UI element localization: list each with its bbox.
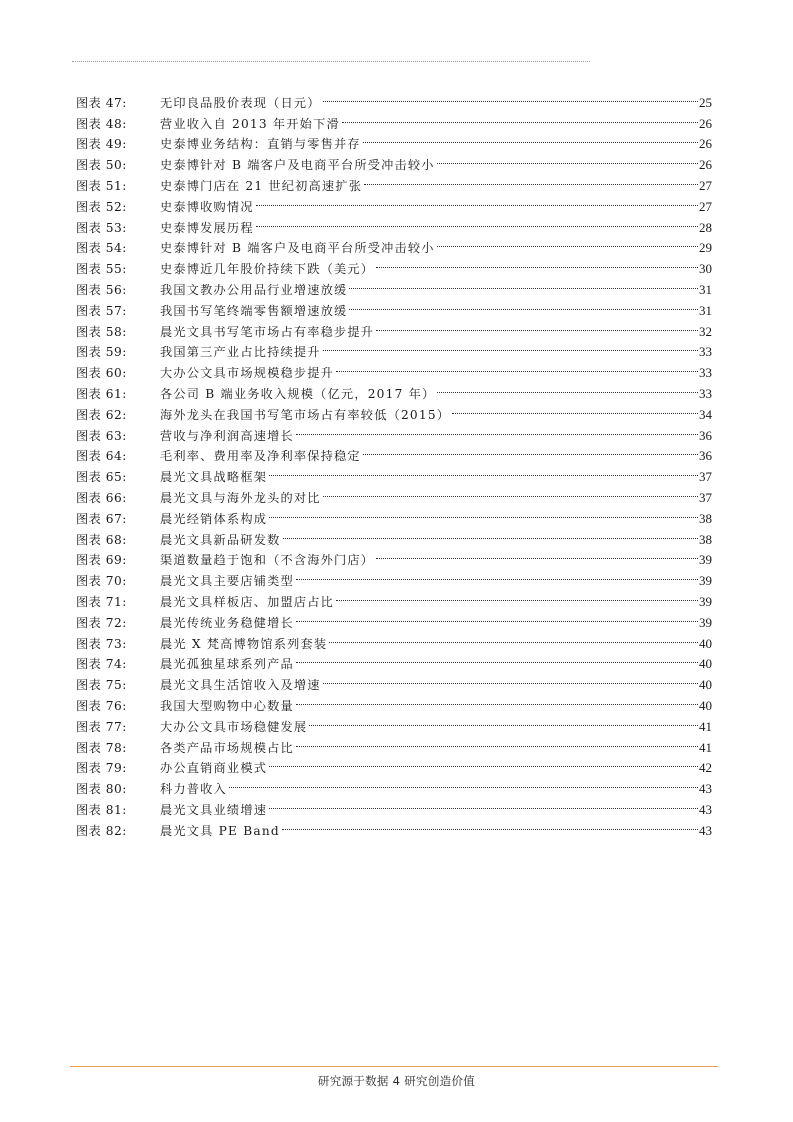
figure-title[interactable]: 毛利率、费用率及净利率保持稳定 — [160, 449, 361, 464]
figure-title[interactable]: 晨光文具战略框架 — [160, 470, 268, 485]
figure-title[interactable]: 晨光文具生活馆收入及增速 — [160, 678, 321, 693]
figure-title[interactable]: 晨光文具样板店、加盟店占比 — [160, 594, 335, 609]
figure-label: 图表 79: — [76, 761, 127, 776]
figure-title[interactable]: 史泰博业务结构：直销与零售并存 — [160, 137, 361, 152]
page-number[interactable]: 40 — [699, 697, 712, 713]
figure-title[interactable]: 史泰博门店在 21 世纪初高速扩张 — [160, 178, 363, 193]
dot-leader — [229, 772, 698, 793]
figure-label: 图表 68: — [76, 532, 127, 547]
figure-title[interactable]: 办公直销商业模式 — [160, 761, 268, 776]
figure-label: 图表 69: — [76, 553, 127, 568]
page-number[interactable]: 39 — [699, 573, 712, 589]
figure-title[interactable]: 我国第三产业占比持续提升 — [160, 345, 321, 360]
dot-leader — [437, 232, 698, 253]
dot-leader — [342, 107, 698, 128]
figure-label: 图表 73: — [76, 636, 127, 651]
page-number[interactable]: 31 — [699, 302, 712, 318]
figure-label: 图表 74: — [76, 657, 127, 672]
figure-title[interactable]: 晨光文具书写笔市场占有率稳步提升 — [160, 324, 375, 339]
dot-leader — [349, 273, 698, 294]
figure-title[interactable]: 史泰博针对 B 端客户及电商平台所受冲击较小 — [160, 241, 435, 256]
figure-label: 图表 80: — [76, 782, 127, 797]
figure-label: 图表 70: — [76, 574, 127, 589]
figure-label: 图表 53: — [76, 220, 127, 235]
figure-title[interactable]: 我国书写笔终端零售额增速放缓 — [160, 303, 348, 318]
figure-label: 图表 51: — [76, 178, 127, 193]
page-number[interactable]: 41 — [699, 739, 712, 755]
figure-label: 图表 55: — [76, 262, 127, 277]
figure-title[interactable]: 营业收入自 2013 年开始下滑 — [160, 116, 340, 131]
page-number[interactable]: 27 — [699, 198, 712, 214]
figure-label: 图表 54: — [76, 241, 127, 256]
page-number[interactable]: 36 — [699, 427, 712, 443]
page-number[interactable]: 37 — [699, 489, 712, 505]
page-number[interactable]: 38 — [699, 510, 712, 526]
page-number[interactable]: 39 — [699, 552, 712, 568]
dot-leader — [269, 460, 698, 481]
figure-title[interactable]: 史泰博近几年股价持续下跌（美元） — [160, 262, 375, 277]
page-number[interactable]: 26 — [699, 115, 712, 131]
figure-label: 图表 82: — [76, 823, 127, 838]
figure-label: 图表 48: — [76, 116, 127, 131]
page-number[interactable]: 32 — [699, 323, 712, 339]
figure-title[interactable]: 史泰博发展历程 — [160, 220, 254, 235]
figure-label: 图表 63: — [76, 428, 127, 443]
dot-leader — [437, 148, 698, 169]
dot-leader — [452, 398, 698, 419]
figure-title[interactable]: 我国文教办公用品行业增速放缓 — [160, 282, 348, 297]
figure-label: 图表 49: — [76, 137, 127, 152]
figure-title[interactable]: 各公司 B 端业务收入规模（亿元，2017 年） — [160, 386, 436, 401]
figure-label: 图表 78: — [76, 740, 127, 755]
dot-leader — [269, 793, 698, 814]
figure-title[interactable]: 渠道数量趋于饱和（不含海外门店） — [160, 553, 375, 568]
figure-title[interactable]: 晨光文具新品研发数 — [160, 532, 281, 547]
page-number[interactable]: 36 — [699, 448, 712, 464]
figure-label: 图表 76: — [76, 698, 127, 713]
page-number[interactable]: 33 — [699, 365, 712, 381]
figure-title[interactable]: 晨光文具业绩增速 — [160, 802, 268, 817]
dot-leader — [296, 648, 698, 669]
figure-title[interactable]: 各类产品市场规模占比 — [160, 740, 294, 755]
figure-label: 图表 57: — [76, 303, 127, 318]
figure-label: 图表 61: — [76, 386, 127, 401]
page-number[interactable]: 33 — [699, 344, 712, 360]
page-number[interactable]: 40 — [699, 677, 712, 693]
footer-slogan: 研究源于数据 4 研究创造价值 — [317, 1074, 476, 1088]
dot-leader — [323, 481, 698, 502]
dot-leader — [296, 564, 698, 585]
page-number[interactable]: 40 — [699, 656, 712, 672]
page-number[interactable]: 31 — [699, 281, 712, 297]
dot-leader — [256, 211, 698, 232]
dot-leader — [296, 419, 698, 440]
dot-leader — [283, 523, 699, 544]
figure-label: 图表 59: — [76, 345, 127, 360]
figure-title[interactable]: 晨光文具与海外龙头的对比 — [160, 490, 321, 505]
dot-leader — [323, 336, 698, 357]
dot-leader — [363, 440, 698, 461]
dot-leader — [349, 294, 698, 315]
dot-leader — [323, 668, 698, 689]
figure-label: 图表 67: — [76, 511, 127, 526]
figure-title[interactable]: 无印良品股价表现（日元） — [160, 95, 321, 110]
figure-label: 图表 47: — [76, 95, 127, 110]
figure-label: 图表 58: — [76, 324, 127, 339]
dot-leader — [376, 544, 698, 565]
page-number[interactable]: 27 — [699, 177, 712, 193]
page-number[interactable]: 43 — [699, 822, 712, 838]
page-number[interactable]: 37 — [699, 469, 712, 485]
dot-leader — [364, 169, 698, 190]
dot-leader — [296, 731, 698, 752]
figure-title[interactable]: 大办公文具市场规模稳步提升 — [160, 366, 335, 381]
dot-leader — [309, 710, 698, 731]
dot-leader — [376, 315, 698, 336]
figure-title[interactable]: 营收与净利润高速增长 — [160, 428, 294, 443]
figure-label: 图表 71: — [76, 594, 127, 609]
page-number[interactable]: 39 — [699, 614, 712, 630]
figure-title[interactable]: 晨光文具 PE Band — [160, 823, 280, 838]
page-number[interactable]: 43 — [699, 801, 712, 817]
figure-label: 图表 56: — [76, 282, 127, 297]
dot-leader — [269, 752, 698, 773]
page-number[interactable]: 29 — [699, 240, 712, 256]
dot-leader — [329, 627, 698, 648]
figure-title[interactable]: 晨光经销体系构成 — [160, 511, 268, 526]
figure-label: 图表 75: — [76, 678, 127, 693]
figure-title[interactable]: 晨光传统业务稳健增长 — [160, 615, 294, 630]
table-of-figures — [76, 86, 712, 838]
figure-title[interactable]: 科力普收入 — [160, 782, 227, 797]
page-number[interactable]: 43 — [699, 781, 712, 797]
toc-entry[interactable] — [76, 86, 712, 110]
page-number[interactable]: 42 — [699, 760, 712, 776]
dot-leader — [376, 252, 698, 273]
figure-title[interactable]: 史泰博针对 B 端客户及电商平台所受冲击较小 — [160, 158, 435, 173]
page-number[interactable]: 41 — [699, 718, 712, 734]
page-number[interactable]: 28 — [699, 219, 712, 235]
figure-title[interactable]: 大办公文具市场稳健发展 — [160, 719, 308, 734]
figure-title[interactable]: 晨光 X 梵高博物馆系列套装 — [160, 636, 328, 651]
dot-leader — [336, 585, 698, 606]
header-dotted-rule — [72, 61, 590, 62]
page-number[interactable]: 30 — [699, 261, 712, 277]
figure-label: 图表 81: — [76, 802, 127, 817]
footer-rule — [70, 1066, 718, 1067]
dot-leader — [282, 814, 698, 835]
figure-title[interactable]: 我国大型购物中心数量 — [160, 698, 294, 713]
page-number[interactable]: 26 — [699, 157, 712, 173]
figure-label: 图表 60: — [76, 366, 127, 381]
page-number[interactable]: 39 — [699, 593, 712, 609]
figure-label: 图表 52: — [76, 199, 127, 214]
dot-leader — [363, 128, 698, 149]
dot-leader — [296, 606, 698, 627]
figure-title[interactable]: 晨光孤独星球系列产品 — [160, 657, 294, 672]
figure-title[interactable]: 史泰博收购情况 — [160, 199, 254, 214]
figure-label: 图表 65: — [76, 470, 127, 485]
figure-label: 图表 64: — [76, 449, 127, 464]
page-number[interactable]: 34 — [699, 406, 712, 422]
figure-label: 图表 77: — [76, 719, 127, 734]
dot-leader — [256, 190, 698, 211]
figure-title[interactable]: 海外龙头在我国书写笔市场占有率较低（2015） — [160, 407, 451, 422]
dot-leader — [437, 377, 698, 398]
page-number[interactable]: 26 — [699, 136, 712, 152]
figure-label: 图表 66: — [76, 490, 127, 505]
figure-label: 图表 50: — [76, 158, 127, 173]
figure-label: 图表 62: — [76, 407, 127, 422]
page-number[interactable]: 25 — [699, 94, 712, 110]
dot-leader — [296, 689, 698, 710]
page-number[interactable]: 40 — [699, 635, 712, 651]
dot-leader — [323, 86, 698, 107]
figure-title[interactable]: 晨光文具主要店铺类型 — [160, 574, 294, 589]
figure-label: 图表 72: — [76, 615, 127, 630]
page-number[interactable]: 38 — [699, 531, 712, 547]
dot-leader — [269, 502, 698, 523]
dot-leader — [336, 356, 698, 377]
page-number[interactable]: 33 — [699, 385, 712, 401]
